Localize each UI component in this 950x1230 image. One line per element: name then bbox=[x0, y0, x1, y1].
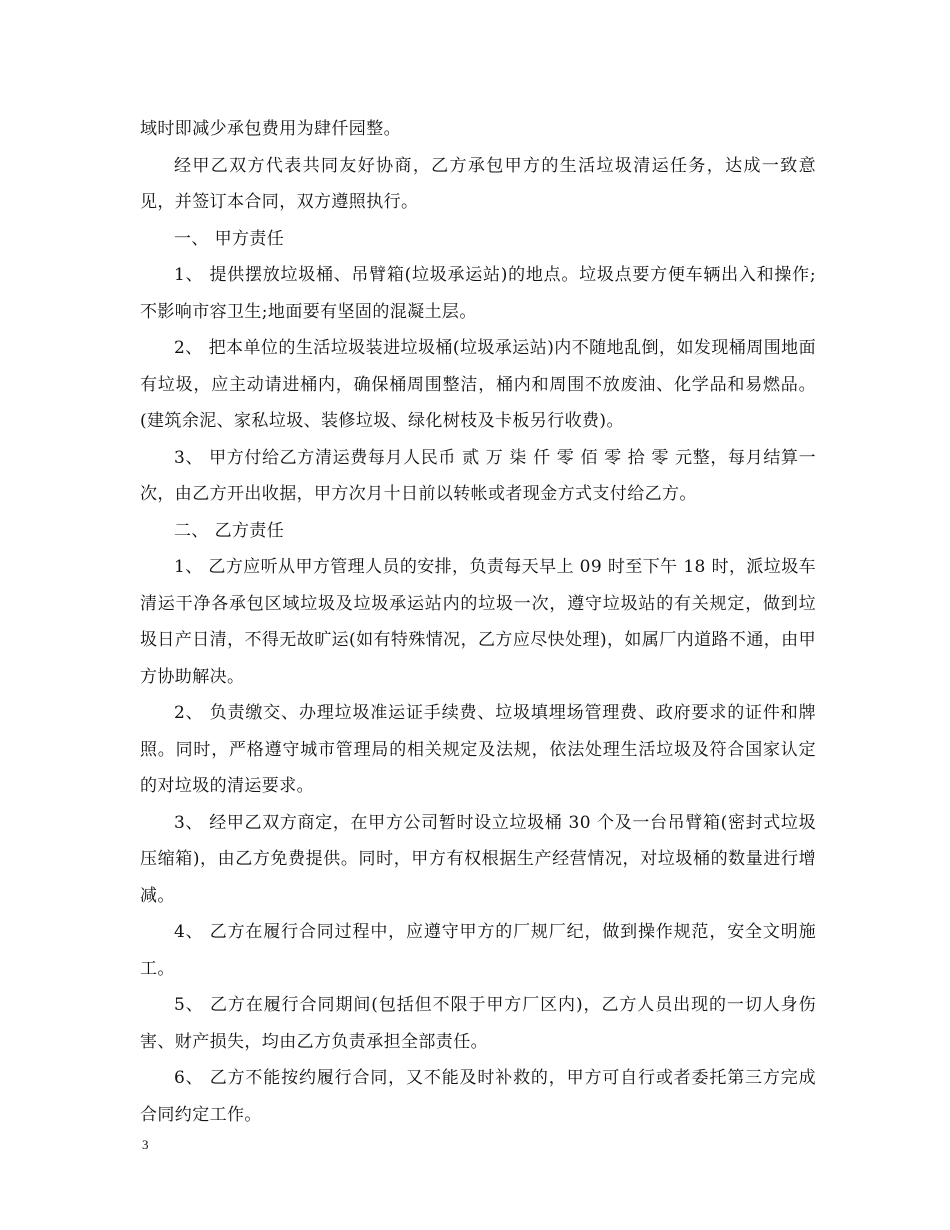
clause-a-2: 2、 把本单位的生活垃圾装进垃圾桶(垃圾承运站)内不随地乱倒，如发现桶周围地面有垃圾，应主动请进桶内，确保桶周围整洁，桶内和周围不放废油、化学品和易燃品。(建筑余泥、家私垃圾、装修垃圾、绿化树枝及卡板另行收费)。 bbox=[140, 338, 816, 431]
section-heading-party-b: 二、 乙方责任 bbox=[174, 520, 285, 541]
paragraph-continuation: 域时即减少承包费用为肆仟园整。 bbox=[140, 119, 401, 139]
clause-a-3: 3、 甲方付给乙方清运费每月人民币 贰 万 柒 仟 零 佰 零 拾 零 元整，每月结算一次，由乙方开出收据，甲方次月十日前以转帐或者现金方式支付给乙方。 bbox=[140, 447, 816, 504]
contract-body bbox=[140, 111, 816, 1133]
paragraph-intro: 经甲乙双方代表共同友好协商，乙方承包甲方的生活垃圾清运任务，达成一致意见，并签订本合同，双方遵照执行。 bbox=[140, 155, 816, 212]
clause-b-3: 3、 经甲乙双方商定，在甲方公司暂时设立垃圾桶 30 个及一台吊臂箱(密封式垃圾压缩箱)，由乙方免费提供。同时，甲方有权根据生产经营情况，对垃圾桶的数量进行增减。 bbox=[140, 812, 816, 906]
clause-b-6: 6、 乙方不能按约履行合同，又不能及时补救的，甲方可自行或者委托第三方完成合同约定工作。 bbox=[140, 1068, 816, 1125]
page-number: 3 bbox=[142, 1137, 149, 1152]
clause-b-4: 4、 乙方在履行合同过程中，应遵守甲方的厂规厂纪，做到操作规范，安全文明施工。 bbox=[140, 922, 816, 979]
clause-a-1: 1、 提供摆放垃圾桶、吊臂箱(垃圾承运站)的地点。垃圾点要方便车辆出入和操作;不影响市容卫生;地面要有坚固的混凝土层。 bbox=[140, 265, 816, 322]
clause-b-1: 1、 乙方应听从甲方管理人员的安排，负责每天早上 09 时至下午 18 时，派垃圾车清运干净各承包区域垃圾及垃圾承运站内的垃圾一次，遵守垃圾站的有关规定，做到垃圾日产日清，不得无故旷运(如有特殊情况，乙方应尽快处理)，如属厂内道路不通，由甲方协助解决。 bbox=[140, 557, 816, 687]
clause-b-5: 5、 乙方在履行合同期间(包括但不限于甲方厂区内)，乙方人员出现的一切人身伤害、财产损失，均由乙方负责承担全部责任。 bbox=[140, 995, 816, 1052]
clause-b-2: 2、 负责缴交、办理垃圾准运证手续费、垃圾填埋场管理费、政府要求的证件和牌照。同时，严格遵守城市管理局的相关规定及法规，依法处理生活垃圾及符合国家认定的对垃圾的清运要求。 bbox=[140, 703, 816, 796]
section-heading-party-a: 一、 甲方责任 bbox=[174, 228, 285, 249]
